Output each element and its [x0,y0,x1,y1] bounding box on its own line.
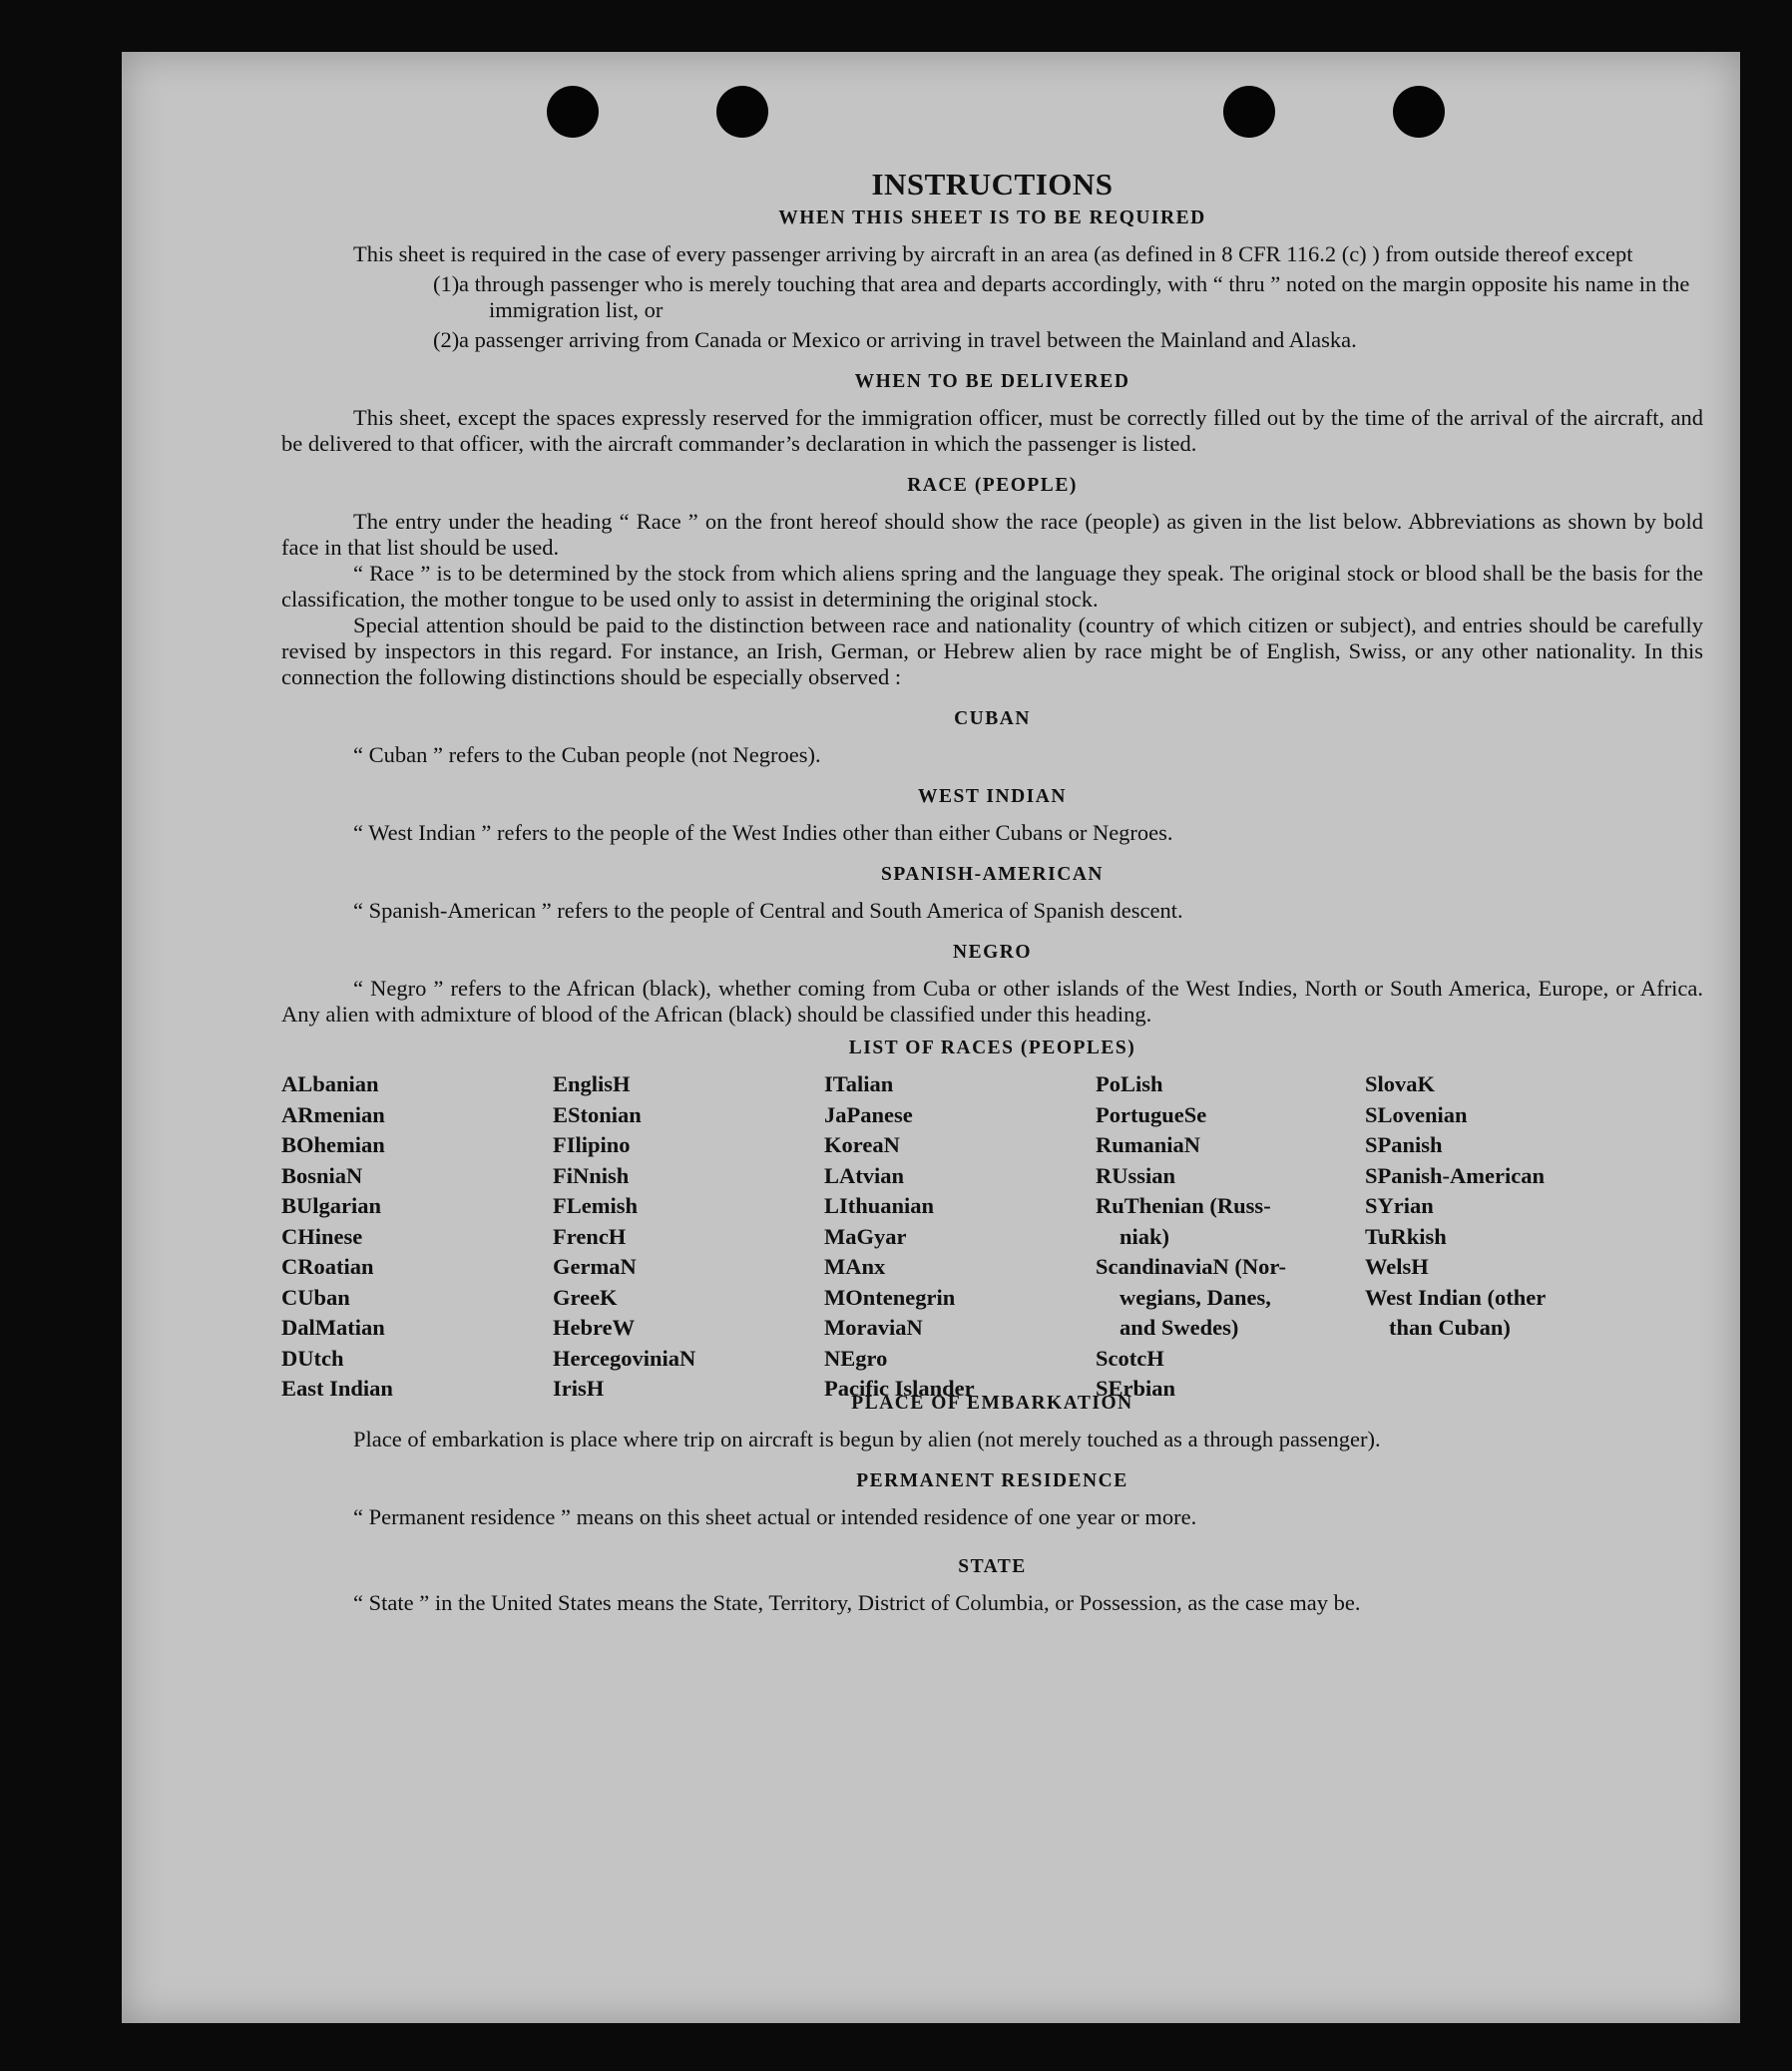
race-item: MOntenegrin [824,1284,956,1310]
race-item: SPanish-American [1365,1162,1545,1188]
race-item: GermaN [553,1254,637,1279]
races-column-2 [553,1069,695,1405]
document-sheet [122,52,1740,2023]
instructions-content [281,167,1703,1616]
race-item-continuation: wegians, Danes, [1120,1284,1271,1310]
cuban-text: “ Cuban ” refers to the Cuban people (not Negroes). [353,742,821,767]
races-column-3 [824,1069,975,1405]
race-item: ARmenian [281,1101,385,1127]
item-text: a passenger arriving from Canada or Mexico or arriving in travel between the Mainland and Alaska. [459,327,1357,352]
race-item: Pacific Islander [824,1376,975,1401]
state-text: “ State ” in the United States means the State, Territory, District of Columbia, or Possession, as the case may be. [353,1590,1361,1615]
race-item: ITalian [824,1071,894,1096]
section-heading-cuban: CUBAN [954,708,1031,729]
section-heading-spanish-american: SPANISH-AMERICAN [881,864,1104,885]
race-item: MoraviaN [824,1315,923,1340]
race-item: LIthuanian [824,1193,935,1218]
race-item: SLovenian [1365,1101,1468,1127]
race-item: NEgro [824,1345,888,1371]
race-paragraph-1: The entry under the heading “ Race ” on the front hereof should show the race (people) as given in the list below. Abbreviations as shown by bold face in that list should be used. [281,509,1703,560]
race-item: ScandinaviaN (Nor- [1096,1254,1287,1279]
punch-hole [1223,86,1275,138]
race-item: West Indian (other [1365,1284,1547,1310]
race-item: RuThenian (Russ- [1096,1193,1271,1218]
section-heading-negro: NEGRO [952,942,1032,963]
race-item: BosniaN [281,1162,363,1188]
west-indian-text: “ West Indian ” refers to the people of the West Indies other than either Cubans or Negroes. [353,820,1173,845]
section-heading-residence: PERMANENT RESIDENCE [856,1470,1128,1491]
race-item-continuation: and Swedes) [1120,1315,1239,1340]
race-item: HercegoviniaN [553,1345,696,1371]
race-item: BUlgarian [281,1193,382,1218]
embarkation-text: Place of embarkation is place where trip on aircraft is begun by alien (not merely touched as a through passenger). [353,1427,1381,1451]
race-item: FrencH [553,1223,627,1249]
race-item: ScotcH [1096,1345,1164,1371]
race-item: KoreaN [824,1132,900,1157]
race-item: ALbanian [281,1071,379,1096]
race-item: GreeK [553,1284,618,1310]
race-item: FiNnish [553,1162,630,1188]
punch-hole [547,86,599,138]
race-item: JaPanese [824,1101,913,1127]
race-item: CUban [281,1284,350,1310]
race-item: PortugueSe [1096,1101,1207,1127]
races-list [281,1069,1703,1401]
race-paragraph-3: Special attention should be paid to the distinction between race and nationality (country of which citizen or subject), and entries should be carefully revised by inspectors in this regard. For instance, an Irish, German, or Hebrew alien by race might be of English, Swiss, or any other nationality. In this connection the following distinctions should be especially observed : [281,613,1703,689]
race-item: TuRkish [1365,1223,1447,1249]
race-item: MaGyar [824,1223,907,1249]
race-item: BOhemian [281,1132,385,1157]
residence-text: “ Permanent residence ” means on this sheet actual or intended residence of one year or more. [353,1504,1197,1529]
section-heading-race: RACE (PEOPLE) [907,475,1078,496]
race-item-continuation: niak) [1120,1223,1170,1249]
race-item: CHinese [281,1223,363,1249]
delivered-text: This sheet, except the spaces expressly reserved for the immigration officer, must be correctly filled out by the time of the arrival of the aircraft, and be delivered to that officer, with the aircraft commander’s declaration in which the passenger is listed. [281,405,1703,456]
race-item: CRoatian [281,1254,374,1279]
race-item: PoLish [1096,1071,1163,1096]
races-column-4 [1096,1069,1286,1405]
section-heading-embarkation: PLACE OF EMBARKATION [851,1393,1133,1414]
race-item: IrisH [553,1376,605,1401]
race-item: MAnx [824,1254,886,1279]
section-heading-state: STATE [958,1556,1027,1577]
race-item: HebreW [553,1315,636,1340]
race-item: RUssian [1096,1162,1176,1188]
races-column-1 [281,1069,393,1405]
spanish-american-text: “ Spanish-American ” refers to the people of Central and South America of Spanish descent. [353,898,1183,923]
races-column-5 [1365,1069,1546,1344]
punch-hole [1393,86,1445,138]
required-item-1 [281,271,1703,323]
page-title: INSTRUCTIONS [871,167,1114,202]
race-item: EStonian [553,1101,642,1127]
item-number: (2) [433,327,460,352]
item-text: a through passenger who is merely touching that area and departs accordingly, with “ thru ” noted on the margin opposite his name in the immigration list, or [459,271,1690,322]
race-item: LAtvian [824,1162,905,1188]
race-item: SErbian [1096,1376,1176,1401]
race-item-continuation: than Cuban) [1389,1315,1511,1340]
race-item: FIlipino [553,1132,631,1157]
required-intro: This sheet is required in the case of every passenger arriving by aircraft in an area (as defined in 8 CFR 116.2 (c) ) from outside thereof except [353,241,1633,266]
race-item: DalMatian [281,1315,385,1340]
race-item: SYrian [1365,1193,1434,1218]
item-number: (1) [433,271,460,296]
required-item-2 [281,327,1703,353]
race-item: SlovaK [1365,1071,1436,1096]
section-heading-west-indian: WEST INDIAN [918,786,1067,807]
race-item: East Indian [281,1376,393,1401]
race-item: DUtch [281,1345,344,1371]
race-item: RumaniaN [1096,1132,1201,1157]
punch-hole [716,86,768,138]
race-item: FLemish [553,1193,639,1218]
section-heading-required: WHEN THIS SHEET IS TO BE REQUIRED [778,207,1206,228]
race-item: SPanish [1365,1132,1443,1157]
section-heading-list-of-races: LIST OF RACES (PEOPLES) [848,1037,1136,1058]
race-paragraph-2: “ Race ” is to be determined by the stock from which aliens spring and the language they speak. The original stock or blood shall be the basis for the classification, the mother tongue to be used only to assist in determining the original stock. [281,561,1703,612]
negro-text: “ Negro ” refers to the African (black), whether coming from Cuba or other islands of the West Indies, North or South America, Europe, or Africa. Any alien with admixture of blood of the African (black) should be classified under this heading. [281,976,1703,1027]
race-item: EnglisH [553,1071,631,1096]
race-item: WelsH [1365,1254,1429,1279]
section-heading-delivered: WHEN TO BE DELIVERED [854,371,1130,392]
